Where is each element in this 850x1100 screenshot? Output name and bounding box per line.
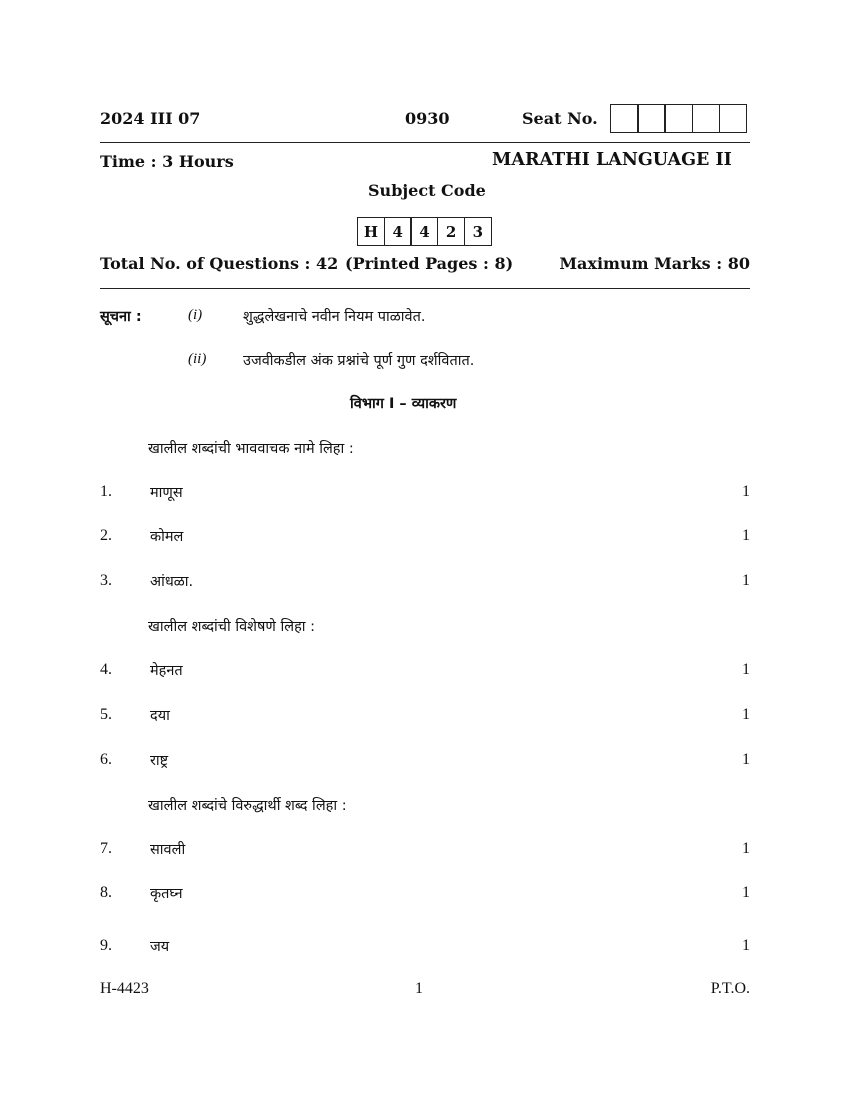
question-number: 4. (100, 661, 112, 678)
seat-digit-box[interactable] (610, 104, 639, 133)
total-questions: Total No. of Questions : 42 (100, 254, 339, 273)
subject-code-char: 2 (437, 217, 465, 246)
maximum-marks: Maximum Marks : 80 (559, 254, 750, 273)
instruction-text: शुद्धलेखनाचे नवीन नियम पाळावेत. (243, 309, 426, 325)
seat-digit-box[interactable] (719, 104, 748, 133)
question-number: 7. (100, 840, 112, 857)
question-text: माणूस (150, 485, 183, 501)
please-turn-over: P.T.O. (710, 980, 750, 997)
question-number: 9. (100, 937, 112, 954)
question-marks: 1 (742, 884, 750, 901)
section-divider (100, 288, 750, 289)
header-divider (100, 142, 750, 143)
printed-pages: (Printed Pages : 8) (345, 254, 514, 273)
question-text: कृतघ्न (150, 886, 183, 902)
question-marks: 1 (742, 572, 750, 589)
question-marks: 1 (742, 937, 750, 954)
page-number: 1 (415, 980, 423, 997)
section-title: विभाग I – व्याकरण (350, 396, 457, 412)
seat-digit-box[interactable] (692, 104, 721, 133)
paper-number: 0930 (405, 109, 450, 128)
question-marks: 1 (742, 483, 750, 500)
subject-code-char: H (357, 217, 385, 246)
seat-digit-box[interactable] (637, 104, 666, 133)
question-number: 1. (100, 483, 112, 500)
exam-code: 2024 III 07 (100, 109, 201, 128)
question-text: राष्ट्र (150, 753, 169, 769)
question-marks: 1 (742, 706, 750, 723)
seat-digit-box[interactable] (664, 104, 693, 133)
seat-number-boxes[interactable] (610, 104, 747, 133)
instruction-number: (i) (188, 307, 203, 323)
question-text: सावली (150, 842, 186, 858)
question-number: 3. (100, 572, 112, 589)
question-text: कोमल (150, 529, 184, 545)
subject-code-char: 3 (464, 217, 492, 246)
question-number: 2. (100, 527, 112, 544)
group-instruction: खालील शब्दांचे विरुद्धार्थी शब्द लिहा : (148, 798, 347, 814)
question-marks: 1 (742, 661, 750, 678)
subject-code-char: 4 (410, 217, 438, 246)
footer-paper-code: H-4423 (100, 980, 149, 997)
instruction-number: (ii) (188, 351, 207, 367)
question-text: मेहनत (150, 663, 183, 679)
question-number: 5. (100, 706, 112, 723)
question-marks: 1 (742, 527, 750, 544)
question-text: दया (150, 708, 170, 724)
subject-code-boxes (357, 217, 492, 246)
question-marks: 1 (742, 751, 750, 768)
question-number: 8. (100, 884, 112, 901)
group-instruction: खालील शब्दांची भाववाचक नामे लिहा : (148, 441, 354, 457)
exam-duration: Time : 3 Hours (100, 152, 234, 171)
subject-code-char: 4 (384, 217, 412, 246)
subject-code-label: Subject Code (368, 181, 486, 200)
question-marks: 1 (742, 840, 750, 857)
question-text: जय (150, 939, 170, 955)
subject-title: MARATHI LANGUAGE II (492, 150, 732, 170)
question-number: 6. (100, 751, 112, 768)
question-text: आंधळा. (150, 574, 194, 590)
seat-number-label: Seat No. (522, 109, 598, 128)
instruction-text: उजवीकडील अंक प्रश्नांचे पूर्ण गुण दर्शवितात. (243, 353, 475, 369)
group-instruction: खालील शब्दांची विशेषणे लिहा : (148, 619, 316, 635)
instructions-label: सूचना : (100, 309, 142, 325)
